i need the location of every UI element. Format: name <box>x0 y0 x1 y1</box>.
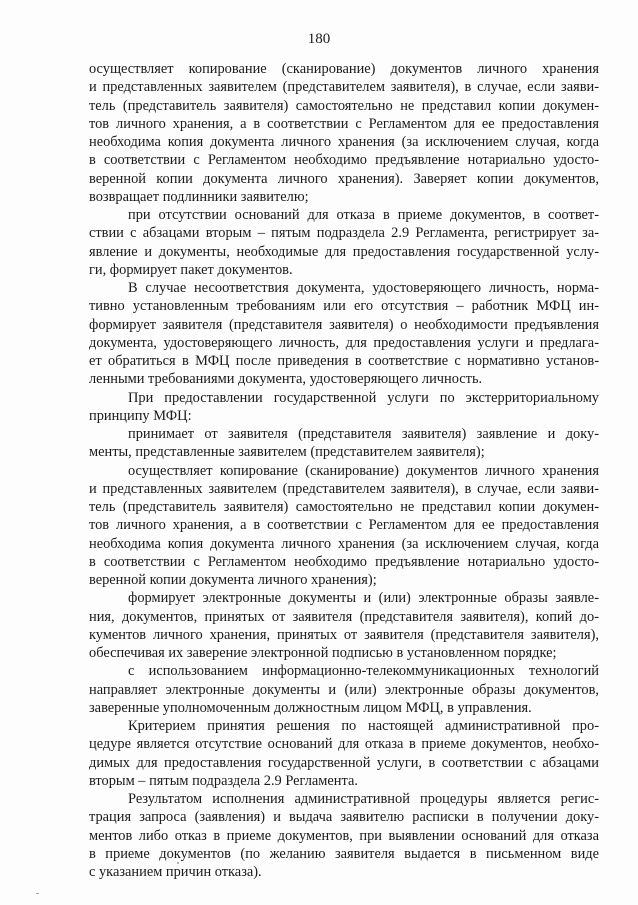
text-line: необходима копия документа личного хранения (за исключением случая, когда <box>89 134 599 150</box>
text-line: и представленных заявителем (представителем заявителя), в случае, если заяви- <box>89 79 599 96</box>
text-line: цедуре является отсутствие оснований для отказа в приеме документов, необхо- <box>89 736 599 753</box>
text-line: в соответствии с Регламентом необходимо предъявление нотариально удосто- <box>89 553 599 570</box>
text-line: ленными требованиями документа, удостоверяющего личность. <box>89 371 483 388</box>
text-line: тивно установленным требованиям или его отсутствия – работник МФЦ ин- <box>89 298 599 315</box>
text-line: веренной копии документа личного хранения). Заверяет копии документов, <box>89 170 599 187</box>
text-line: документа, удостоверяющего личность, для предоставления услуги и предлага- <box>89 334 599 351</box>
text-line: тель (представитель заявителя) самостоятельно не представил копии докумен- <box>89 499 599 515</box>
paragraph <box>89 279 599 389</box>
text-line: тель (представитель заявителя) самостоятельно не представил копии докумен- <box>89 97 599 114</box>
text-line: возвращает подлинники заявителю; <box>89 188 309 205</box>
paragraph <box>89 662 599 717</box>
text-line: ет обратиться в МФЦ после приведения в соответствие с нормативно установ- <box>89 353 599 369</box>
text-line: формирует электронные документы и (или) электронные образы заявле- <box>128 590 599 607</box>
text-line: обеспечивая их заверение электронной подписью в установленном порядке; <box>89 645 557 661</box>
text-line: веренной копии документа личного хранения); <box>89 572 377 588</box>
text-line: ния, документов, принятых от заявителя (представителя заявителя), копий до- <box>89 608 599 625</box>
paragraph <box>89 206 599 279</box>
text-line: тов личного хранения, а в соответствии с Регламентом для ее предоставления <box>89 517 599 534</box>
text-line: осуществляет копирование (сканирование) документов личного хранения <box>128 462 599 479</box>
page-number: 180 <box>307 31 331 47</box>
text-line: При предоставлении государственной услуги по экстерриториальному <box>128 389 599 406</box>
text-line: кументов личного хранения, принятых от заявителя (представителя заявителя), <box>89 626 599 643</box>
paragraph <box>89 589 599 662</box>
text-line: трация запроса (заявления) и выдача заявителю расписки в получении доку- <box>89 809 599 826</box>
paragraph <box>89 60 599 206</box>
paragraph <box>89 790 599 881</box>
text-line: принимает от заявителя (представителя заявителя) заявление и доку- <box>128 426 599 442</box>
text-line: при отсутствии оснований для отказа в приеме документов, в соответ- <box>128 207 599 223</box>
scan-speck <box>36 893 39 894</box>
paragraph <box>89 389 599 426</box>
text-line: вторым – пятым подраздела 2.9 Регламента. <box>89 772 358 789</box>
text-line: тов личного хранения, а в соответствии с Регламентом для ее предоставления <box>89 115 599 132</box>
text-line: Результатом исполнения административной процедуры является регис- <box>128 791 599 807</box>
text-line: и представленных заявителем (представителем заявителя), в случае, если заяви- <box>89 480 599 497</box>
text-line: направляет электронные документы и (или) электронные образы документов, <box>89 681 599 698</box>
paragraph <box>89 462 599 590</box>
text-line: ствии с абзацами вторым – пятым подраздела 2.9 Регламента, регистрирует за- <box>89 225 599 242</box>
text-line: осуществляет копирование (сканирование) документов личного хранения <box>89 61 599 77</box>
text-line: с указанием причин отказа). <box>89 864 262 880</box>
text-line: необходима копия документа личного хранения (за исключением случая, когда <box>89 535 599 552</box>
scan-speck <box>177 862 179 864</box>
text-line: с использованием информационно-телекоммуникационных технологий <box>128 663 599 680</box>
text-line: менты, представленные заявителем (представителем заявителя); <box>89 444 485 461</box>
text-line: заверенные уполномоченным должностным лицом МФЦ, в управления. <box>89 699 532 716</box>
text-line: формирует заявителя (представителя заявителя) о необходимости предъявления <box>89 316 599 333</box>
text-line: димых для предоставления государственной услуги, в соответствии с абзацами <box>89 754 599 771</box>
text-line: ги, формирует пакет документов. <box>89 261 293 278</box>
document-body <box>89 60 599 881</box>
text-line: ментов либо отказ в приеме документов, при выявлении оснований для отказа <box>89 827 599 844</box>
paragraph <box>89 717 599 790</box>
paragraph <box>89 425 599 462</box>
text-line: Критерием принятия решения по настоящей административной про- <box>128 718 599 734</box>
text-line: в соответствии с Регламентом необходимо предъявление нотариально удосто- <box>89 152 599 169</box>
text-line: принципу МФЦ: <box>89 407 192 424</box>
text-line: В случае несоответствия документа, удостоверяющего личность, норма- <box>128 280 599 296</box>
text-line: явление и документы, необходимые для предоставления государственной услу- <box>89 243 599 260</box>
text-line: в приеме документов (по желанию заявителя выдается в письменном виде <box>89 845 599 862</box>
